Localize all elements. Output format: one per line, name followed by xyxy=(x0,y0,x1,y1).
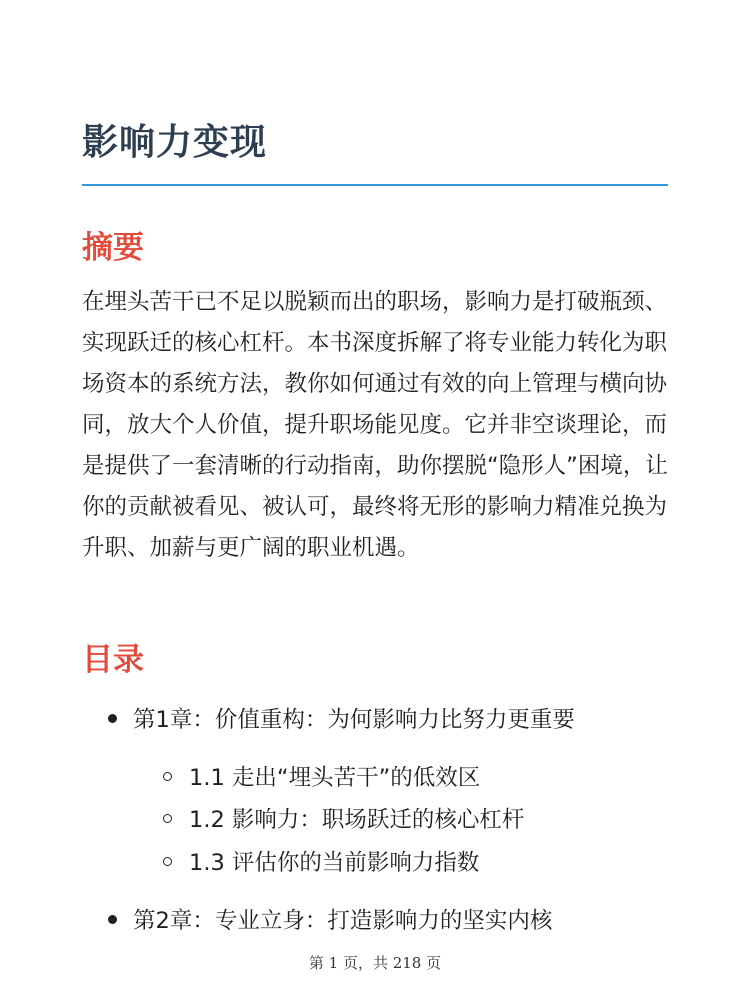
toc-section-label: 1.2 影响力：职场跃迁的核心杠杆 xyxy=(189,807,525,833)
bullet-disc-icon xyxy=(108,714,117,723)
bullet-circle-icon xyxy=(163,814,172,823)
toc-chapter-label: 第1章：价值重构：为何影响力比努力更重要 xyxy=(133,707,575,733)
toc-section-1-1[interactable] xyxy=(163,760,480,792)
toc-section-1-3[interactable] xyxy=(163,845,479,877)
bullet-disc-icon xyxy=(108,915,117,924)
toc-section-label: 1.1 走出“埋头苦干”的低效区 xyxy=(189,765,481,791)
toc-section-1-2[interactable] xyxy=(163,802,524,834)
page-footer: 第 1 页，共 218 页 xyxy=(308,954,442,972)
toc-chapter-1[interactable] xyxy=(108,702,575,734)
bullet-circle-icon xyxy=(163,857,172,866)
toc-section-label: 1.3 评估你的当前影响力指数 xyxy=(189,850,480,876)
page-title: 影响力变现 xyxy=(82,122,268,163)
summary-heading: 摘要 xyxy=(82,230,144,266)
toc-heading: 目录 xyxy=(82,642,144,678)
toc-chapter-label: 第2章：专业立身：打造影响力的坚实内核 xyxy=(133,908,553,934)
title-divider xyxy=(82,184,668,186)
bullet-circle-icon xyxy=(163,772,172,781)
abstract-paragraph: 在埋头苦干已不足以脱颖而出的职场，影响力是打破瓶颈、实现跃迁的核心杠杆。本书深度拆解了将专业能力转化为职场资本的系统方法，教你如何通过有效的向上管理与横向协同，放大个人价值，提升职场能见度。它并非空谈理论，而是提供了一套清晰的行动指南，助你摆脱“隐形人”困境，让你的贡献被看见、被认可，最终将无形的影响力精准兑换为升职、加薪与更广阔的职业机遇。 xyxy=(82,289,668,561)
toc-chapter-2[interactable] xyxy=(108,903,552,935)
